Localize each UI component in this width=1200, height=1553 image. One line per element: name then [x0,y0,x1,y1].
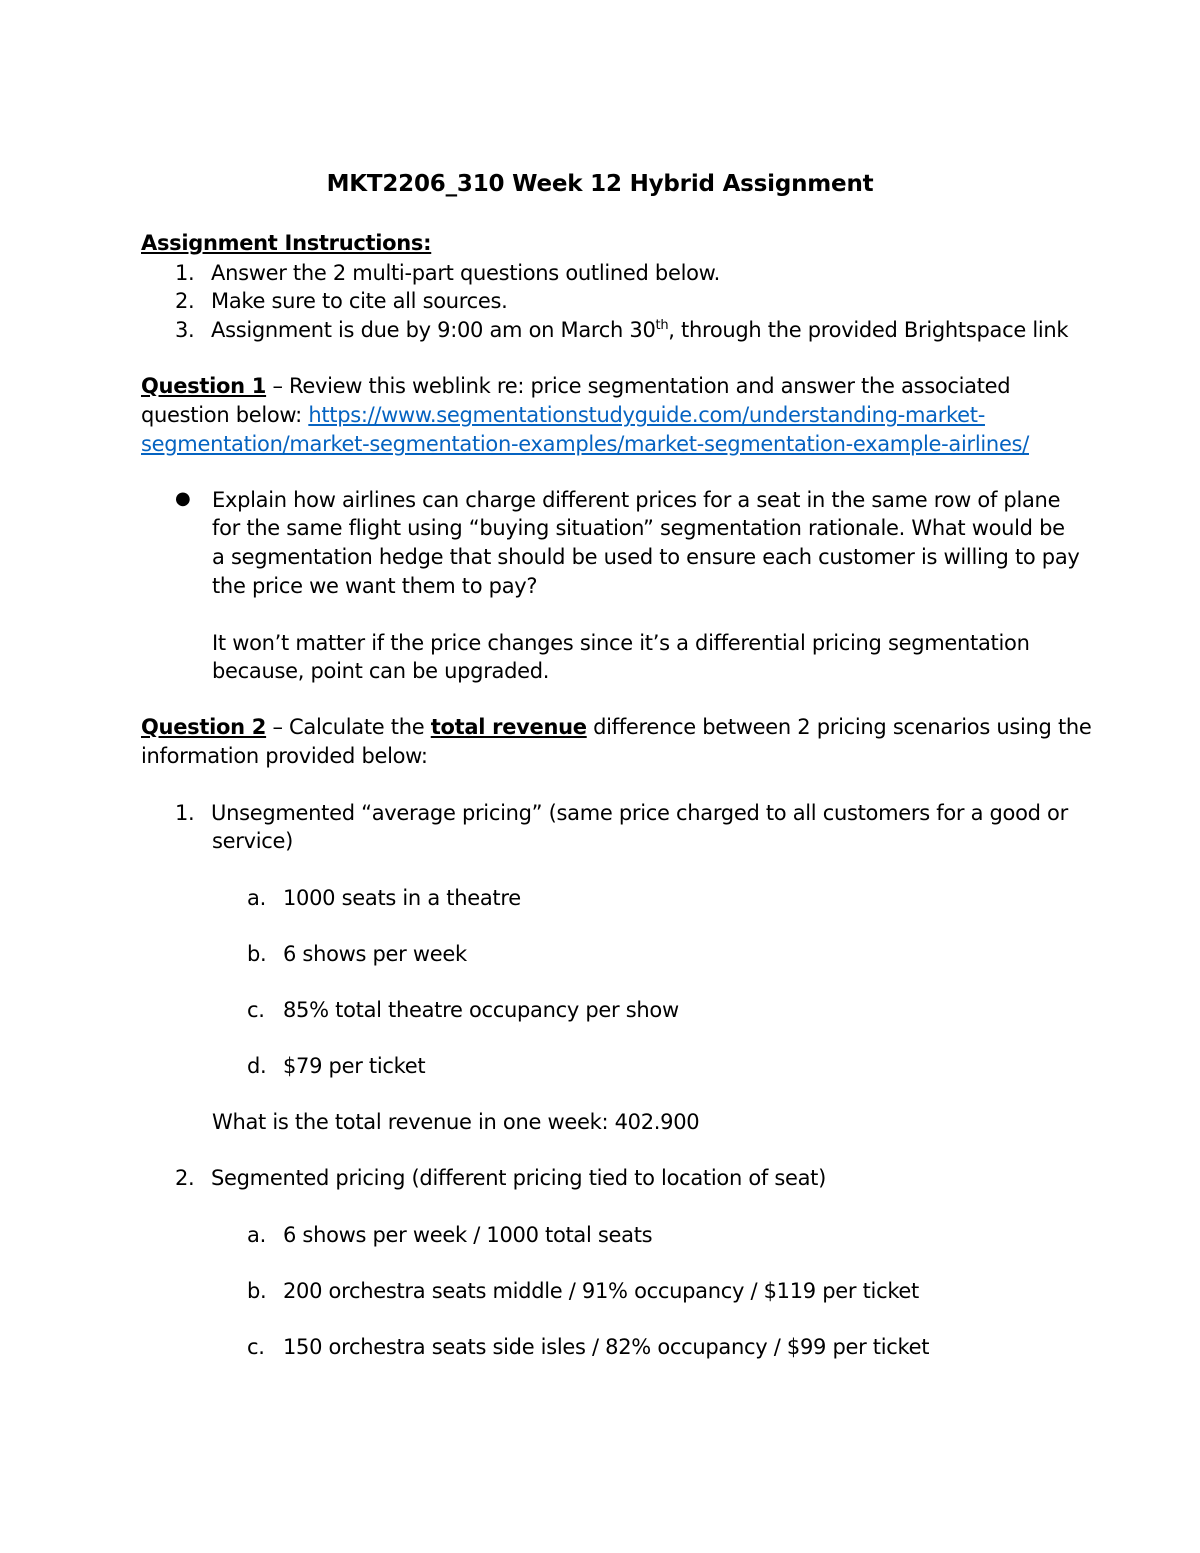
item-letter: a. [247,1223,266,1247]
instruction-item [175,259,720,288]
instruction-text: Make sure to cite all sources. [211,289,508,313]
question2-intro-bold: total revenue [430,715,587,739]
item-text: $79 per ticket [283,1054,426,1078]
question2-label: Question 2 [141,715,267,739]
scenario1-item [247,884,521,913]
scenario2-item [247,1277,919,1306]
question1-bullet-line: a segmentation hedge that should be used to ensure each customer is willing to pay [212,545,1080,569]
item-letter: b. [247,1279,267,1303]
item-text: 150 orchestra seats side isles / 82% occupancy / $99 per ticket [283,1335,930,1359]
item-letter: a. [247,886,266,910]
scenario2-item [247,1221,652,1250]
instructions-heading: Assignment Instructions: [141,231,432,255]
item-text: 1000 seats in a theatre [283,886,521,910]
item-letter: d. [247,1054,267,1078]
question2-intro [141,713,1092,742]
scenario1-item [247,1052,425,1081]
instruction-text: Answer the 2 multi-part questions outlined below. [211,261,720,285]
scenario2-number: 2. [175,1166,195,1190]
instruction-text-end: , through the provided Brightspace link [668,318,1069,342]
instruction-text: Assignment is due by 9:00 am on March 30 [211,318,656,342]
item-letter: b. [247,942,267,966]
scenario1-answer: What is the total revenue in one week: 402.900 [212,1110,700,1134]
question2-intro-a: – Calculate the [266,715,431,739]
scenario1-line1 [175,799,1068,828]
question1-intro-text2: question below: [141,403,309,427]
segmentation-weblink-continued[interactable]: segmentation/market-segmentation-examples/market-segmentation-example-airlines/ [141,432,1029,456]
question2-intro-line2: information provided below: [141,744,428,768]
instruction-item [175,316,1068,345]
question1-bullet-line: for the same flight using “buying situation” segmentation rationale. What would be [212,516,1065,540]
instruction-superscript: th [655,318,669,333]
question1-link-line2 [141,430,1029,459]
question1-intro-text: – Review this weblink re: price segmentation and answer the associated [266,374,1011,398]
instruction-number: 3. [175,318,195,342]
question1-intro [141,372,1010,401]
instruction-number: 2. [175,289,195,313]
bullet-icon: ● [175,488,191,509]
item-letter: c. [247,998,265,1022]
question2-intro-b: difference between 2 pricing scenarios using the [586,715,1092,739]
scenario2-item [247,1333,929,1362]
item-text: 6 shows per week / 1000 total seats [283,1223,653,1247]
page-title: MKT2206_310 Week 12 Hybrid Assignment [326,171,874,197]
item-letter: c. [247,1335,265,1359]
instruction-number: 1. [175,261,195,285]
item-text: 85% total theatre occupancy per show [283,998,679,1022]
scenario1-item [247,996,679,1025]
scenario1-item [247,940,467,969]
question1-bullet-line: the price we want them to pay? [212,574,538,598]
segmentation-weblink[interactable]: https://www.segmentationstudyguide.com/understanding-market- [308,403,985,427]
item-text: 200 orchestra seats middle / 91% occupancy / $119 per ticket [283,1279,919,1303]
scenario1-line2: service) [212,829,294,853]
item-text: 6 shows per week [283,942,467,966]
question1-label: Question 1 [141,374,267,398]
question1-intro-line2 [141,401,985,430]
question1-bullet-line: Explain how airlines can charge different prices for a seat in the same row of plane [212,488,1061,512]
question1-answer-line: It won’t matter if the price changes since it’s a differential pricing segmentation [212,631,1030,655]
question1-answer-line: because, point can be upgraded. [212,659,550,683]
scenario2-line1 [175,1164,826,1193]
instruction-item [175,287,508,316]
scenario2-text: Segmented pricing (different pricing tied to location of seat) [211,1166,827,1190]
scenario1-text: Unsegmented “average pricing” (same price charged to all customers for a good or [211,801,1068,825]
scenario1-number: 1. [175,801,195,825]
